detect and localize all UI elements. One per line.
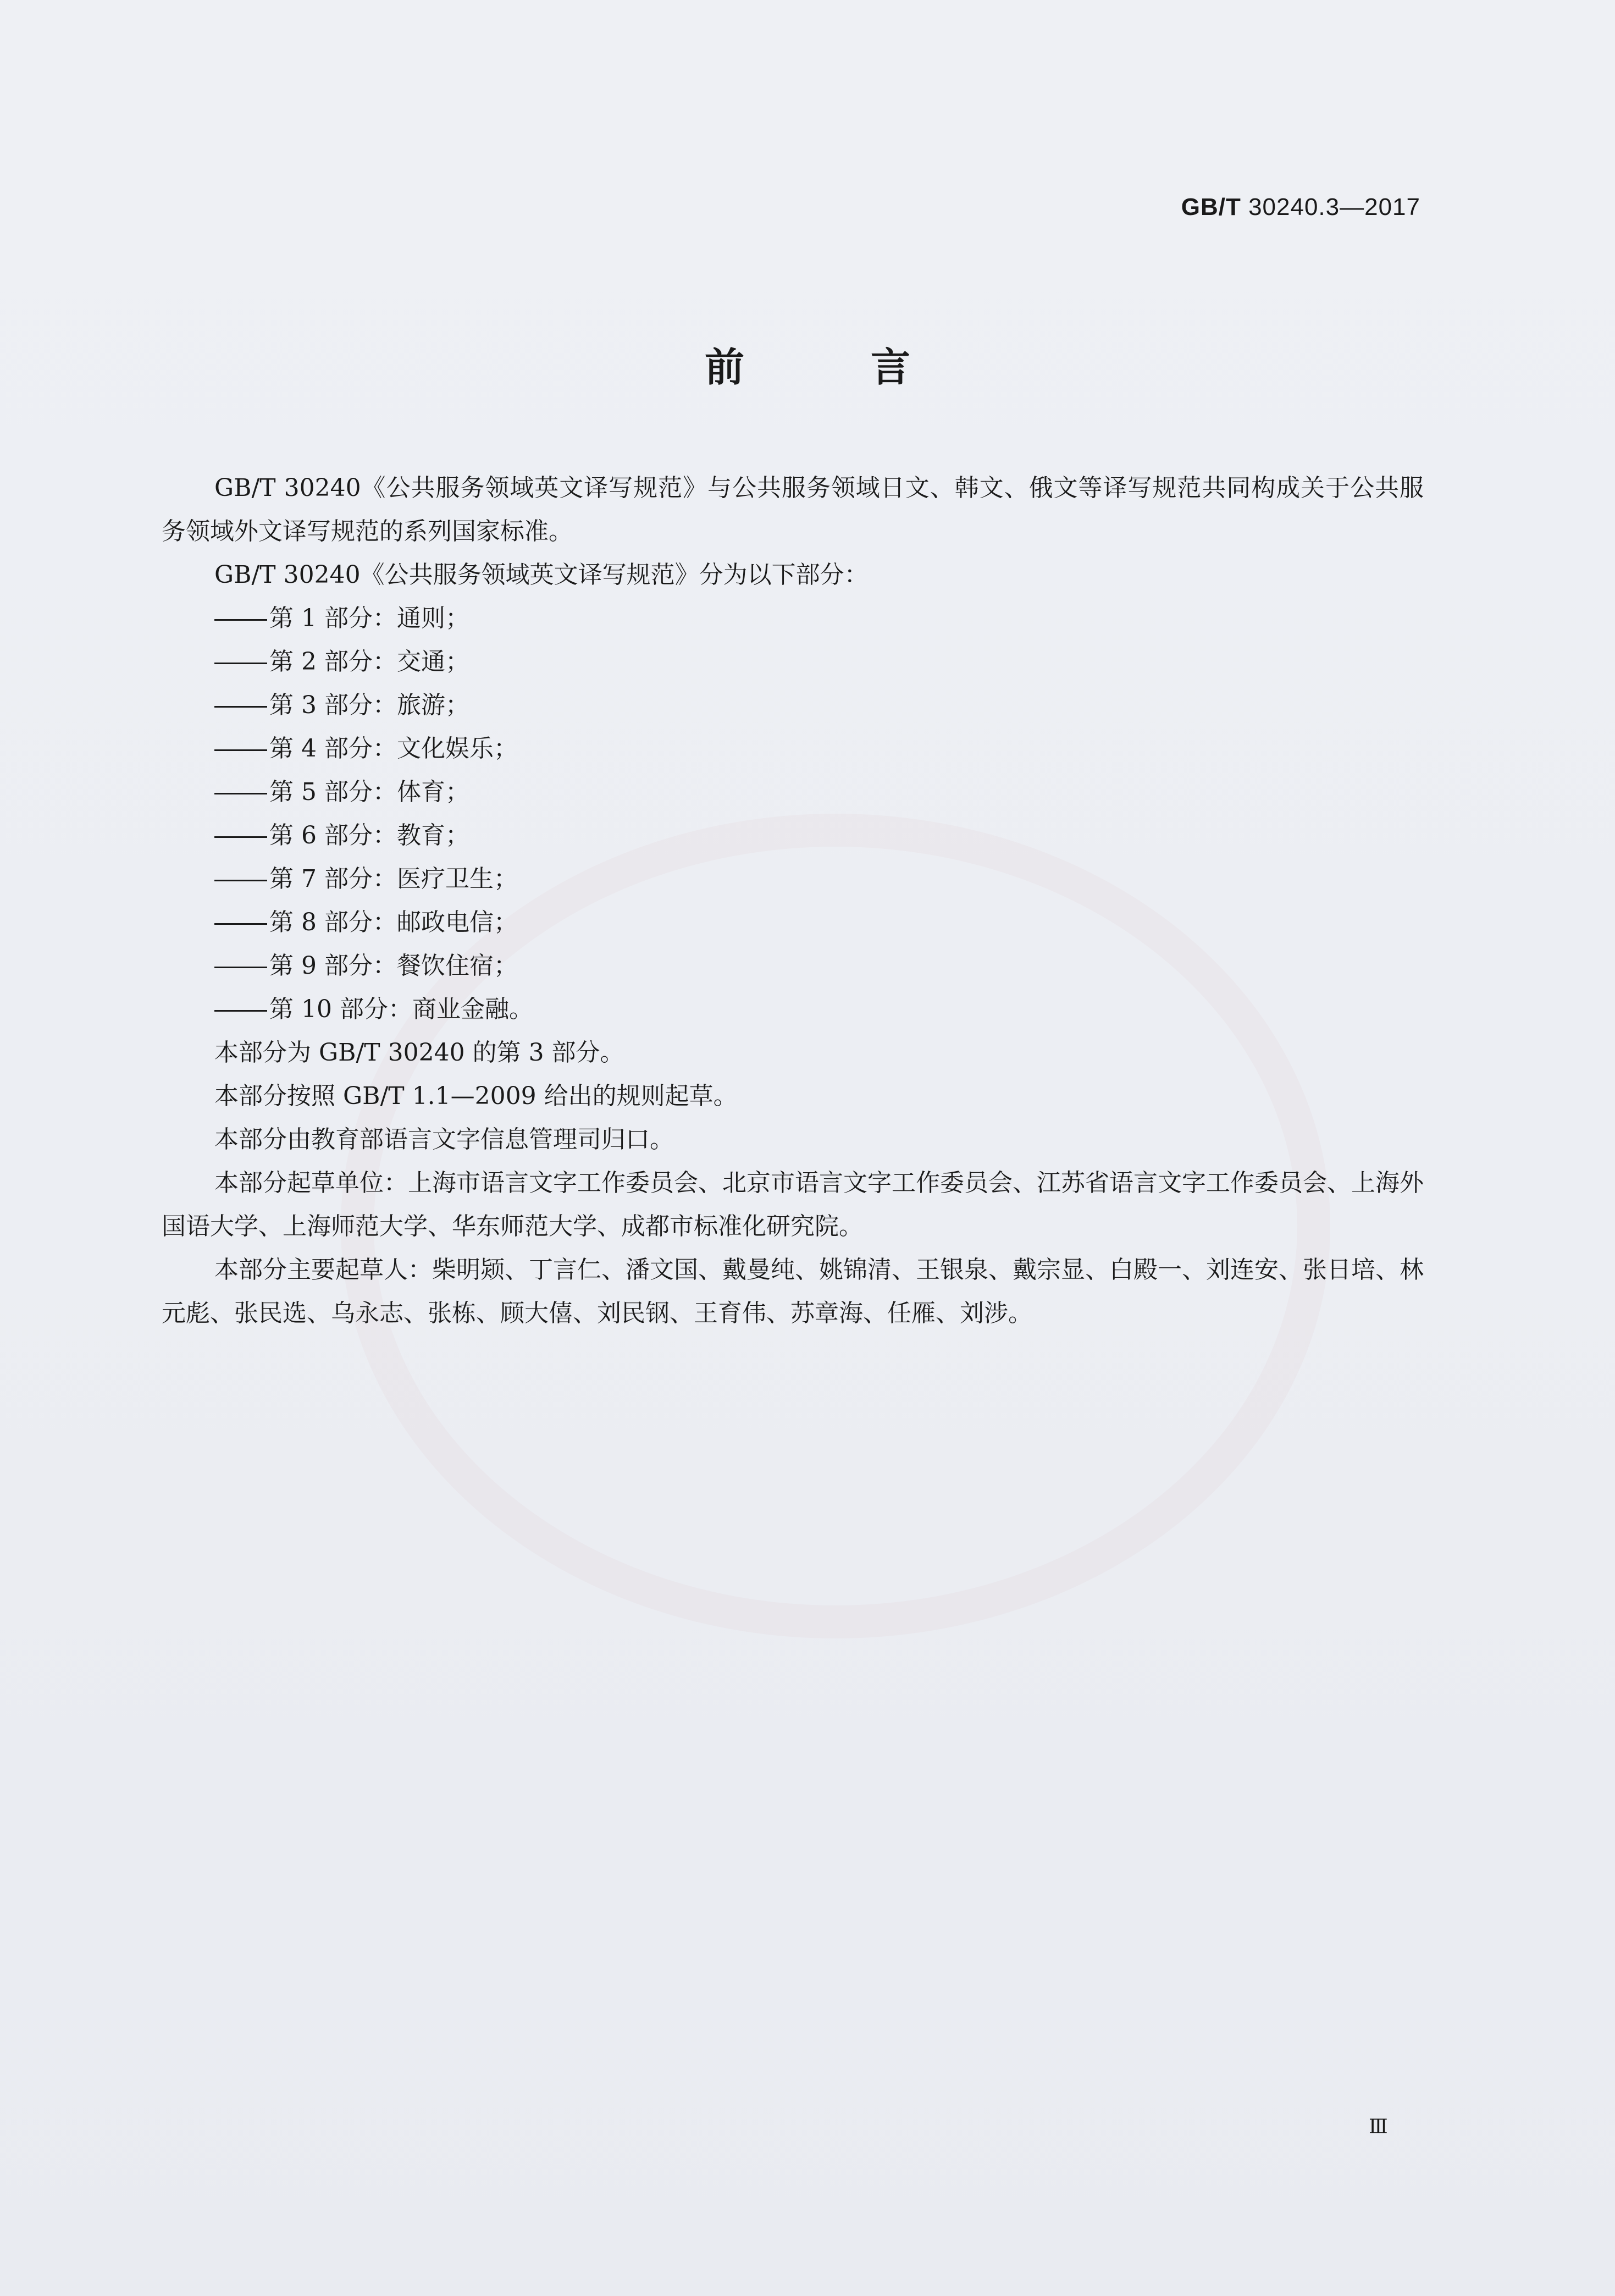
intro-paragraph: GB/T 30240《公共服务领域英文译写规范》与公共服务领域日文、韩文、俄文等译写规范共同构成关于公共服务领域外文译写规范的系列国家标准。 [162,474,1424,545]
part-of-statement: 本部分为 GB/T 30240 的第 3 部分。 [214,1039,624,1067]
part-label: 第 6 部分：教育； [269,821,469,849]
dash-mark [214,880,267,881]
drafting-units-statement: 本部分起草单位：上海市语言文字工作委员会、北京市语言文字工作委员会、江苏省语言文字工作委员会、上海外国语大学、上海师范大学、华东师范大学、成都市标准化研究院。 [162,1169,1424,1240]
managed-by-statement: 本部分由教育部语言文字信息管理司归口。 [214,1125,674,1153]
list-item [162,987,1424,1031]
dash-mark [214,749,267,751]
list-item [162,640,1424,683]
dash-mark [214,1010,267,1012]
dash-mark [214,663,267,664]
part-label: 第 7 部分：医疗卫生； [269,865,518,893]
list-item [162,944,1424,987]
list-item [162,857,1424,901]
parts-lead-paragraph: GB/T 30240《公共服务领域英文译写规范》分为以下部分： [214,561,869,589]
dash-mark [214,967,267,968]
part-label: 第 5 部分：体育； [269,778,469,806]
part-label: 第 8 部分：邮政电信； [269,908,518,936]
part-label: 第 1 部分：通则； [269,604,469,632]
list-item [162,770,1424,814]
part-label: 第 2 部分：交通； [269,648,469,676]
rules-statement: 本部分按照 GB/T 1.1—2009 给出的规则起草。 [214,1082,738,1110]
part-label: 第 10 部分：商业金融。 [269,995,533,1023]
part-label: 第 4 部分：文化娱乐； [269,735,518,763]
dash-mark [214,706,267,708]
part-label: 第 9 部分：餐饮住宿； [269,952,518,980]
part-label: 第 3 部分：旅游； [269,691,469,719]
list-item [162,683,1424,727]
dash-mark [214,793,267,794]
list-item [162,597,1424,640]
standard-number [1181,194,1420,221]
page-number: Ⅲ [1369,2116,1388,2138]
drafters-statement: 本部分主要起草人：柴明颎、丁言仁、潘文国、戴曼纯、姚锦清、王银泉、戴宗显、白殿一、刘连安、张日培、林元彪、张民选、乌永志、张栋、顾大僖、刘民钢、王育伟、苏章海、任雁、刘涉。 [162,1256,1424,1327]
standard-number-value: 30240.3—2017 [1248,194,1420,220]
dash-mark [214,923,267,925]
list-item [162,901,1424,944]
dash-mark [214,619,267,621]
foreword-body [162,466,1424,1335]
list-item [162,727,1424,770]
dash-mark [214,836,267,838]
list-item [162,814,1424,857]
standard-code: GB/T [1181,194,1241,220]
page-title: 前言 [704,344,1037,390]
